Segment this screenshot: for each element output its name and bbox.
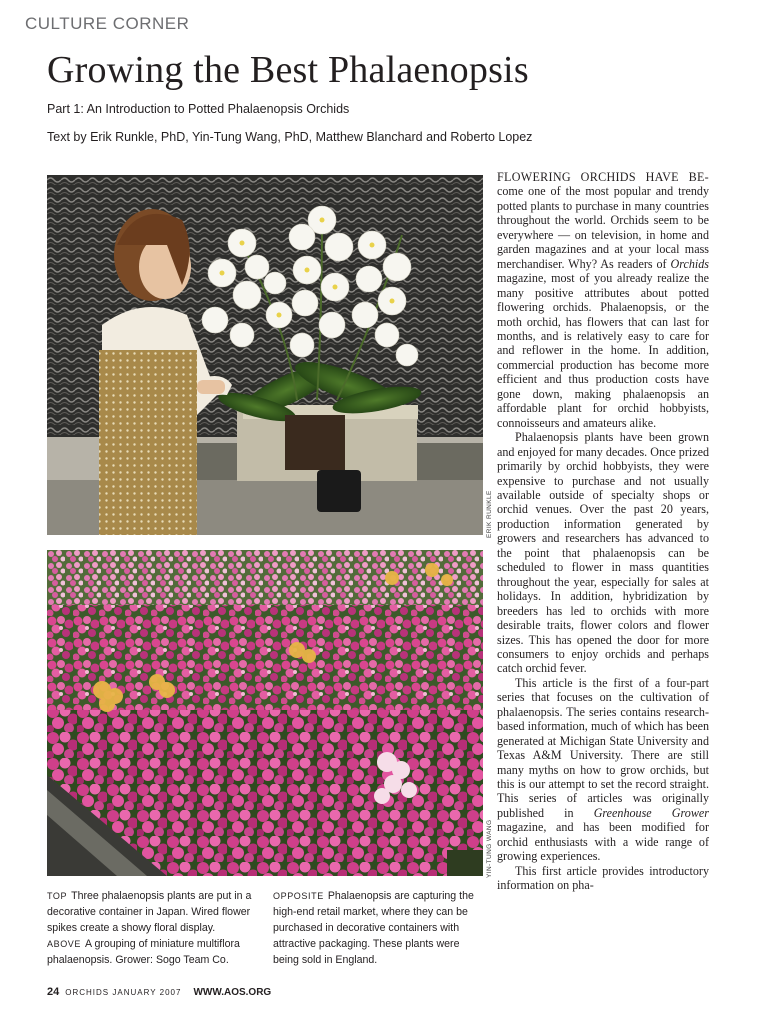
article-body bbox=[497, 170, 709, 893]
article-subtitle: Part 1: An Introduction to Potted Phalaenopsis Orchids bbox=[47, 102, 350, 116]
magazine-name-italic: Orchids bbox=[670, 256, 709, 271]
body-paragraph-2: Phalaenopsis plants have been grown and enjoyed for many decades. Once prized primarily by orchid hobbyists, they were expensive to purchase and not usually available outside of specialty shops or orchid venues. Over the past 20 years, production information generated by growers and researchers has advanced to the point that phalaenopsis can be scheduled to flower in mass quantities throughout the year, especially for sales at holidays. In addition, hybridization by breeders has led to orchids with more desirable traits, flower colors and flower sizes. This has opened the door for more consumers to enjoy orchids and perhaps catch orchid fever. bbox=[497, 430, 709, 676]
body-paragraph-4: This first article provides introductory information on pha- bbox=[497, 863, 709, 893]
body-text: come one of the most popular and trendy potted plants to purchase in many countries throughout the world. Orchids seem to be everywhere — on television, in home and garden magazines and at your local mass merchandiser. Why? As readers of bbox=[497, 184, 709, 271]
photo-credit-bottom: YIN-TUNG WANG bbox=[486, 819, 493, 878]
caption-tag-above: ABOVE bbox=[47, 939, 82, 949]
body-text: magazine, most of you already realize the many positive attributes about potted flowering orchids. Phalaenopsis, or the moth orchid, has flowers that can last for months, and is relatively easy to care for and reflower in the home. In addition, commercial production has become more efficient and thus production costs have gone down, making phalaenopsis an affordable plant for orchid hobbyists, connoisseurs and amateurs alike. bbox=[497, 271, 709, 430]
article-title: Growing the Best Phalaenopsis bbox=[47, 49, 529, 91]
caption-tag-top: TOP bbox=[47, 891, 68, 901]
caption-left bbox=[47, 888, 259, 968]
body-text: magazine, and has been modified for orchid enthusiasts with a wide range of growing experiences. bbox=[497, 820, 709, 864]
website-link[interactable]: WWW.AOS.ORG bbox=[193, 987, 272, 998]
body-text: This article is the first of a four-part series that focuses on the cultivation of phalaenopsis. The series contains research-based information, much of which has been generated at Michigan State University and Texas A&M University. There are still many myths on how to grow orchids, but this is our attempt to set the record straight. This series of articles was originally published in bbox=[497, 675, 709, 820]
caption-text-opposite: Phalaenopsis are capturing the high-end retail market, where they can be purchased in decorative containers with attractive packaging. These plants were being sold in England. bbox=[273, 890, 474, 966]
caption-text-top: Three phalaenopsis plants are put in a decorative container in Japan. Wired flower spikes create a showy floral display. bbox=[47, 890, 252, 934]
caption-text-above: A grouping of miniature multiflora phalaenopsis. Grower: Sogo Team Co. bbox=[47, 938, 240, 966]
caption-right bbox=[273, 888, 485, 968]
section-label: CULTURE CORNER bbox=[25, 14, 190, 33]
photo-credit-top: ERIK RUNKLE bbox=[486, 490, 493, 538]
publication-name-italic: Greenhouse Grower bbox=[593, 805, 709, 820]
lead-in: FLOWERING ORCHIDS HAVE BE- bbox=[497, 170, 709, 184]
photo-white-phalaenopsis-display bbox=[47, 175, 483, 535]
caption-tag-opposite: OPPOSITE bbox=[273, 891, 324, 901]
photo-miniature-multiflora-bed bbox=[47, 550, 483, 876]
body-paragraph-3 bbox=[497, 676, 709, 864]
body-paragraph-1 bbox=[497, 170, 709, 430]
page-number: 24 bbox=[47, 986, 60, 998]
page-footer bbox=[47, 986, 271, 998]
magazine-issue: ORCHIDS JANUARY 2007 bbox=[65, 988, 182, 997]
article-byline: Text by Erik Runkle, PhD, Yin-Tung Wang, PhD, Matthew Blanchard and Roberto Lopez bbox=[47, 130, 533, 144]
